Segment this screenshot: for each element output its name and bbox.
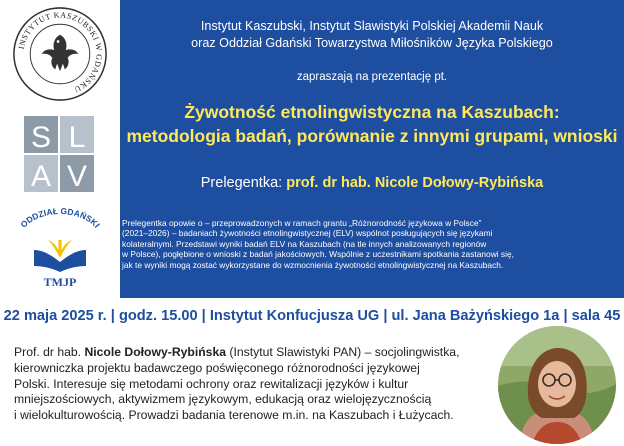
event-address: ul. Jana Bażyńskiego 1a [391,308,560,324]
event-room: sala 45 [571,308,621,324]
slav-letter-s: S [30,121,52,154]
event-venue: Instytut Konfucjusza UG [209,308,380,324]
bio-line: i wielokulturowością. Prowadzi badania terenowe m.in. na Kaszubach i Łużycach. [14,408,454,423]
lecture-title-line-2: metodologia badań, porównanie z innymi grupami, wnioski [126,126,618,146]
tmjp-wordmark: TMJP [43,275,77,289]
invitation-banner [120,0,624,298]
invitation-text: zapraszają na prezentację pt. [296,71,448,83]
event-time: godz. 15.00 [118,308,198,324]
bio-line: kierowniczka projektu badawczego poświęconego różnorodności językowej [14,360,420,375]
speaker-bio [14,345,504,424]
speaker-photo [498,326,616,444]
lecture-description [122,218,618,270]
event-info-bar [0,308,624,324]
description-line: (2021–2026) – badaniach żywotności etnolingwistycznej (ELV) wspólnot posługujących się językami [122,228,493,239]
bio-line [14,345,504,361]
speaker-name: prof. dr hab. Nicole Dołowy-Rybińska [286,175,544,191]
slav-letter-v: V [66,160,88,192]
info-separator: | [201,308,206,324]
speaker-line [120,175,624,191]
description-line: kolateralnymi. Przedstawi wyniki badań ELV na Kaszubach (na tle innych analizowanych regionów [122,238,487,249]
description-line: w Polsce), pogłębione o wnioski z badań jakościowych. Wspólnie z uczestnikami spotkania zastanowi się, [122,249,514,260]
tmjp-arc-lettering: ODDZIAŁ GDAŃSKI [18,206,102,230]
logo-column [0,0,120,298]
slav-logo [24,116,94,192]
svg-text:ODDZIAŁ GDAŃSKI [18,206,102,230]
event-date: 22 maja 2025 r. [3,308,107,324]
info-separator: | [563,308,568,324]
organizers-line-1: Instytut Kaszubski, Instytut Slawistyki Polskiej Akademii Nauk [200,19,544,33]
description-line: jak te wyniki mogą zostać wykorzystane do wzmocnienia żywotności etnolingwistycznej na Kaszubach. [122,259,504,270]
info-separator: | [383,308,388,324]
slav-letter-l: L [68,121,86,154]
bio-speaker-name: Nicole Dołowy-Rybińska [84,345,227,359]
book-icon [34,240,86,272]
info-separator: | [110,308,115,324]
bio-affiliation: (Instytut Slawistyki PAN) – socjolingwistka, [229,345,460,359]
bio-line: Polski. Interesuje się metodami ochrony oraz rewitalizacji języków i kultur [14,376,409,391]
lecture-title-line-1: Żywotność etnolingwistyczna na Kaszubach: [184,102,560,122]
organizers-line-2: oraz Oddział Gdański Towarzystwa Miłośników Języka Polskiego [191,36,553,50]
bio-line: mniejszościowych, aktywizmem językowym, edukacją oraz wielojęzycznością [14,392,432,407]
seal-lettering: INSTYTUT KASZUBSKI W GDAŃSKU [16,10,104,95]
slav-letter-a: A [30,160,52,192]
griffin-icon [42,35,78,71]
instytut-kaszubski-seal-logo [12,6,108,102]
bio-name-prefix: Prof. dr hab. [14,345,82,359]
speaker-label: Prelegentka: [200,175,283,191]
description-line: Prelegentka opowie o – przeprowadzonych w ramach grantu „Różnorodność językowa w Polsce” [122,218,482,228]
tmjp-logo [8,206,112,290]
